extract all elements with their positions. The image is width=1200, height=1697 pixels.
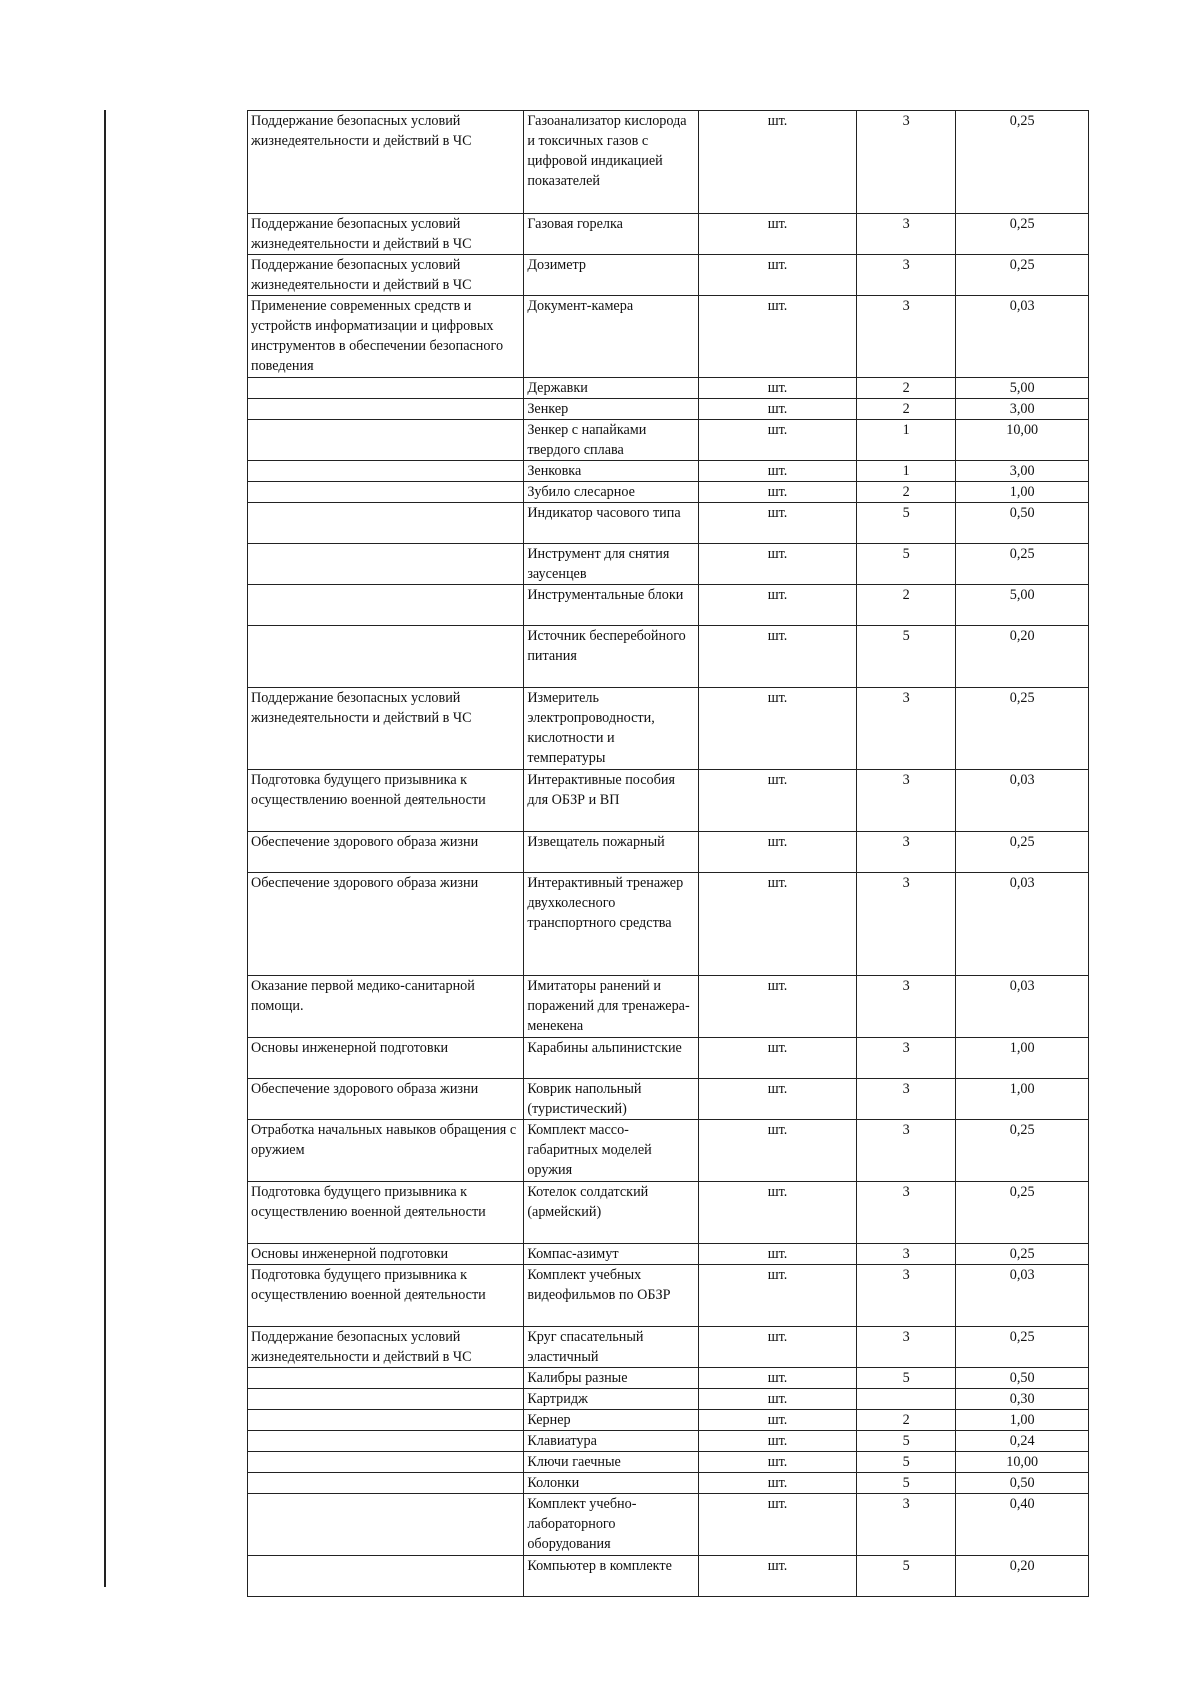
item-name-cell: Дозиметр: [524, 255, 699, 296]
value-cell: 1,00: [956, 1410, 1089, 1431]
item-name-cell: Зубило слесарное: [524, 482, 699, 503]
section-cell: Поддержание безопасных условий жизнедеятельности и действий в ЧС: [248, 1327, 524, 1368]
quantity-cell: 3: [856, 214, 955, 255]
section-cell: Обеспечение здорового образа жизни: [248, 873, 524, 976]
quantity-cell: 3: [856, 1079, 955, 1120]
section-cell: [248, 399, 524, 420]
item-name-cell: Карабины альпинистские: [524, 1038, 699, 1079]
section-cell: [248, 1368, 524, 1389]
table-row: [248, 688, 1089, 770]
unit-cell: шт.: [699, 482, 857, 503]
quantity-cell: 2: [856, 1410, 955, 1431]
section-cell: Поддержание безопасных условий жизнедеятельности и действий в ЧС: [248, 688, 524, 770]
table-row: [248, 1556, 1089, 1597]
value-cell: 0,25: [956, 832, 1089, 873]
section-cell: [248, 544, 524, 585]
quantity-cell: 3: [856, 111, 955, 214]
table-row: [248, 1265, 1089, 1327]
unit-cell: шт.: [699, 111, 857, 214]
section-cell: Обеспечение здорового образа жизни: [248, 832, 524, 873]
section-cell: Оказание первой медико-санитарной помощи.: [248, 976, 524, 1038]
section-cell: [248, 1410, 524, 1431]
unit-cell: шт.: [699, 1473, 857, 1494]
unit-cell: шт.: [699, 1410, 857, 1431]
unit-cell: шт.: [699, 1244, 857, 1265]
quantity-cell: 3: [856, 255, 955, 296]
unit-cell: шт.: [699, 832, 857, 873]
unit-cell: шт.: [699, 626, 857, 688]
section-cell: [248, 482, 524, 503]
value-cell: 10,00: [956, 1452, 1089, 1473]
value-cell: 0,25: [956, 1327, 1089, 1368]
item-name-cell: Котелок солдатский (армейский): [524, 1182, 699, 1244]
section-cell: [248, 503, 524, 544]
table-row: [248, 420, 1089, 461]
unit-cell: шт.: [699, 1120, 857, 1182]
section-cell: [248, 1473, 524, 1494]
table-row: [248, 378, 1089, 399]
unit-cell: шт.: [699, 688, 857, 770]
section-cell: Подготовка будущего призывника к осуществлению военной деятельности: [248, 770, 524, 832]
table-row: [248, 214, 1089, 255]
item-name-cell: Зенкер: [524, 399, 699, 420]
quantity-cell: 5: [856, 1368, 955, 1389]
quantity-cell: 3: [856, 770, 955, 832]
value-cell: 0,25: [956, 544, 1089, 585]
unit-cell: шт.: [699, 976, 857, 1038]
quantity-cell: 5: [856, 544, 955, 585]
table-row: [248, 1410, 1089, 1431]
value-cell: 3,00: [956, 399, 1089, 420]
item-name-cell: Коврик напольный (туристический): [524, 1079, 699, 1120]
item-name-cell: Извещатель пожарный: [524, 832, 699, 873]
item-name-cell: Клавиатура: [524, 1431, 699, 1452]
quantity-cell: 3: [856, 1244, 955, 1265]
unit-cell: шт.: [699, 1431, 857, 1452]
unit-cell: шт.: [699, 1327, 857, 1368]
quantity-cell: 5: [856, 1473, 955, 1494]
item-name-cell: Колонки: [524, 1473, 699, 1494]
quantity-cell: 3: [856, 1265, 955, 1327]
item-name-cell: Зенковка: [524, 461, 699, 482]
table-row: [248, 626, 1089, 688]
table-row: [248, 585, 1089, 626]
equipment-table: [247, 110, 1089, 1597]
quantity-cell: 3: [856, 1182, 955, 1244]
unit-cell: шт.: [699, 544, 857, 585]
unit-cell: шт.: [699, 420, 857, 461]
section-cell: Основы инженерной подготовки: [248, 1244, 524, 1265]
quantity-cell: 1: [856, 461, 955, 482]
value-cell: 0,25: [956, 214, 1089, 255]
value-cell: 0,50: [956, 1473, 1089, 1494]
section-cell: [248, 461, 524, 482]
quantity-cell: 2: [856, 585, 955, 626]
table-row: [248, 873, 1089, 976]
item-name-cell: Источник бесперебойного питания: [524, 626, 699, 688]
section-cell: [248, 378, 524, 399]
table-row: [248, 1327, 1089, 1368]
item-name-cell: Круг спасательный эластичный: [524, 1327, 699, 1368]
table-row: [248, 399, 1089, 420]
quantity-cell: [856, 1389, 955, 1410]
value-cell: 0,03: [956, 770, 1089, 832]
unit-cell: шт.: [699, 214, 857, 255]
item-name-cell: Зенкер с напайками твердого сплава: [524, 420, 699, 461]
table-row: [248, 1473, 1089, 1494]
item-name-cell: Комплект учебно-лабораторного оборудования: [524, 1494, 699, 1556]
unit-cell: шт.: [699, 1182, 857, 1244]
value-cell: 0,40: [956, 1494, 1089, 1556]
section-cell: [248, 1452, 524, 1473]
section-cell: Поддержание безопасных условий жизнедеятельности и действий в ЧС: [248, 111, 524, 214]
table-row: [248, 503, 1089, 544]
section-cell: Поддержание безопасных условий жизнедеятельности и действий в ЧС: [248, 214, 524, 255]
table-row: [248, 1431, 1089, 1452]
table-row: [248, 1120, 1089, 1182]
item-name-cell: Индикатор часового типа: [524, 503, 699, 544]
section-cell: Основы инженерной подготовки: [248, 1038, 524, 1079]
value-cell: 10,00: [956, 420, 1089, 461]
item-name-cell: Кернер: [524, 1410, 699, 1431]
table-row: [248, 1368, 1089, 1389]
value-cell: 0,24: [956, 1431, 1089, 1452]
section-cell: [248, 1556, 524, 1597]
item-name-cell: Интерактивные пособия для ОБЗР и ВП: [524, 770, 699, 832]
value-cell: 0,25: [956, 255, 1089, 296]
section-cell: [248, 1494, 524, 1556]
unit-cell: шт.: [699, 585, 857, 626]
section-cell: [248, 585, 524, 626]
value-cell: 1,00: [956, 1038, 1089, 1079]
unit-cell: шт.: [699, 255, 857, 296]
unit-cell: шт.: [699, 1079, 857, 1120]
unit-cell: шт.: [699, 770, 857, 832]
value-cell: 0,03: [956, 976, 1089, 1038]
item-name-cell: Документ-камера: [524, 296, 699, 378]
value-cell: 1,00: [956, 482, 1089, 503]
item-name-cell: Державки: [524, 378, 699, 399]
value-cell: 1,00: [956, 1079, 1089, 1120]
section-cell: [248, 626, 524, 688]
unit-cell: шт.: [699, 461, 857, 482]
section-cell: Поддержание безопасных условий жизнедеятельности и действий в ЧС: [248, 255, 524, 296]
value-cell: 0,25: [956, 1182, 1089, 1244]
value-cell: 0,25: [956, 1120, 1089, 1182]
table-row: [248, 482, 1089, 503]
item-name-cell: Ключи гаечные: [524, 1452, 699, 1473]
item-name-cell: Комплект массо-габаритных моделей оружия: [524, 1120, 699, 1182]
quantity-cell: 3: [856, 1120, 955, 1182]
table-row: [248, 461, 1089, 482]
table-row: [248, 1494, 1089, 1556]
section-cell: [248, 1389, 524, 1410]
quantity-cell: 3: [856, 976, 955, 1038]
table-row: [248, 1038, 1089, 1079]
item-name-cell: Газоанализатор кислорода и токсичных газов с цифровой индикацией показателей: [524, 111, 699, 214]
item-name-cell: Комплект учебных видеофильмов по ОБЗР: [524, 1265, 699, 1327]
section-cell: Подготовка будущего призывника к осуществлению военной деятельности: [248, 1265, 524, 1327]
quantity-cell: 3: [856, 873, 955, 976]
unit-cell: шт.: [699, 1265, 857, 1327]
value-cell: 5,00: [956, 585, 1089, 626]
table-row: [248, 1452, 1089, 1473]
quantity-cell: 2: [856, 378, 955, 399]
value-cell: 0,25: [956, 1244, 1089, 1265]
value-cell: 0,50: [956, 503, 1089, 544]
item-name-cell: Инструмент для снятия заусенцев: [524, 544, 699, 585]
value-cell: 0,03: [956, 1265, 1089, 1327]
table-row: [248, 770, 1089, 832]
table-row: [248, 1182, 1089, 1244]
section-cell: Обеспечение здорового образа жизни: [248, 1079, 524, 1120]
value-cell: 0,50: [956, 1368, 1089, 1389]
section-cell: Подготовка будущего призывника к осуществлению военной деятельности: [248, 1182, 524, 1244]
quantity-cell: 3: [856, 1038, 955, 1079]
table-row: [248, 1244, 1089, 1265]
value-cell: 0,03: [956, 296, 1089, 378]
unit-cell: шт.: [699, 378, 857, 399]
quantity-cell: 5: [856, 1452, 955, 1473]
table-row: [248, 255, 1089, 296]
unit-cell: шт.: [699, 1494, 857, 1556]
quantity-cell: 3: [856, 688, 955, 770]
unit-cell: шт.: [699, 1556, 857, 1597]
value-cell: 0,20: [956, 626, 1089, 688]
quantity-cell: 3: [856, 1327, 955, 1368]
value-cell: 3,00: [956, 461, 1089, 482]
table-row: [248, 976, 1089, 1038]
value-cell: 0,25: [956, 111, 1089, 214]
quantity-cell: 5: [856, 1556, 955, 1597]
item-name-cell: Картридж: [524, 1389, 699, 1410]
quantity-cell: 2: [856, 399, 955, 420]
section-cell: [248, 1431, 524, 1452]
quantity-cell: 3: [856, 832, 955, 873]
unit-cell: шт.: [699, 503, 857, 544]
table-row: [248, 111, 1089, 214]
equipment-table-body: [248, 111, 1089, 1597]
quantity-cell: 5: [856, 1431, 955, 1452]
unit-cell: шт.: [699, 873, 857, 976]
table-row: [248, 296, 1089, 378]
quantity-cell: 3: [856, 296, 955, 378]
unit-cell: шт.: [699, 399, 857, 420]
item-name-cell: Компас-азимут: [524, 1244, 699, 1265]
section-cell: Отработка начальных навыков обращения с оружием: [248, 1120, 524, 1182]
unit-cell: шт.: [699, 1389, 857, 1410]
section-cell: Применение современных средств и устройств информатизации и цифровых инструментов в обеспечении безопасного поведения: [248, 296, 524, 378]
item-name-cell: Компьютер в комплекте: [524, 1556, 699, 1597]
table-row: [248, 832, 1089, 873]
value-cell: 0,20: [956, 1556, 1089, 1597]
table-row: [248, 1079, 1089, 1120]
value-cell: 0,03: [956, 873, 1089, 976]
section-cell: [248, 420, 524, 461]
unit-cell: шт.: [699, 1368, 857, 1389]
unit-cell: шт.: [699, 1452, 857, 1473]
table-row: [248, 1389, 1089, 1410]
unit-cell: шт.: [699, 1038, 857, 1079]
quantity-cell: 1: [856, 420, 955, 461]
item-name-cell: Измеритель электропроводности, кислотности и температуры: [524, 688, 699, 770]
item-name-cell: Инструментальные блоки: [524, 585, 699, 626]
value-cell: 0,30: [956, 1389, 1089, 1410]
item-name-cell: Интерактивный тренажер двухколесного транспортного средства: [524, 873, 699, 976]
table-row: [248, 544, 1089, 585]
item-name-cell: Имитаторы ранений и поражений для тренажера-менекена: [524, 976, 699, 1038]
item-name-cell: Газовая горелка: [524, 214, 699, 255]
value-cell: 5,00: [956, 378, 1089, 399]
quantity-cell: 5: [856, 626, 955, 688]
quantity-cell: 3: [856, 1494, 955, 1556]
left-margin-rule: [104, 110, 106, 1587]
quantity-cell: 5: [856, 503, 955, 544]
unit-cell: шт.: [699, 296, 857, 378]
item-name-cell: Калибры разные: [524, 1368, 699, 1389]
value-cell: 0,25: [956, 688, 1089, 770]
quantity-cell: 2: [856, 482, 955, 503]
